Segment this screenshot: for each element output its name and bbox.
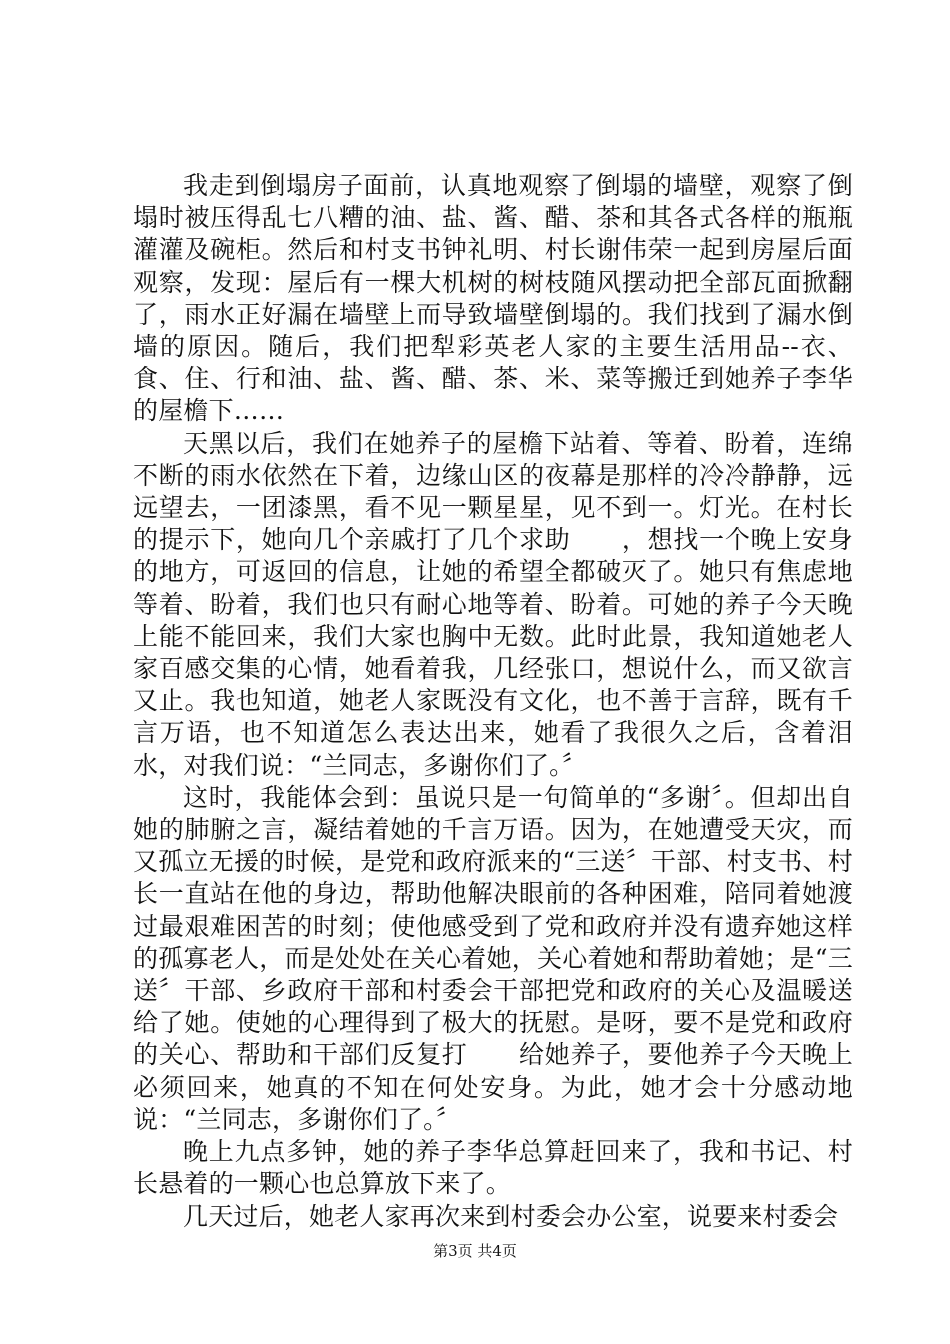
paragraph-2: 天黑以后，我们在她养子的屋檐下站着、等着、盼着，连绵不断的雨水依然在下着，边缘山区的夜幕是那样的冷冷静静，远远望去，一团漆黑，看不见一颗星星，见不到一。灯光。在村长的提示下，她向几个亲戚打了几个求助 ，想找一个晚上安身的地方，可返回的信息，让她的希望全都破灭了。她只有焦虑地等着、盼着，我们也只有耐心地等着、盼着。可她的养子今天晚上能不能回来，我们大家也胸中无数。此时此景，我知道她老人家百感交集的心情，她看着我，几经张口，想说什么，而又欲言又止。我也知道，她老人家既没有文化，也不善于言辞，既有千言万语，也不知道怎么表达出来，她看了我很久之后，含着泪水，对我们说：“兰同志，多谢你们了。〞	[133, 428, 853, 780]
paragraph-3: 这时，我能体会到：虽说只是一句简单的“多谢〞。但却出自她的肺腑之言，凝结着她的千言万语。因为，在她遭受天灾，而又孤立无援的时候，是党和政府派来的“三送〞干部、村支书、村长一直站在他的身边，帮助他解决眼前的各种困难，陪同着她渡过最艰难困苦的时刻；使他感受到了党和政府并没有遗弃她这样的孤寡老人，而是处处在关心着她，关心着她和帮助着她；是“三送〞干部、乡政府干部和村委会干部把党和政府的关心及温暖送给了她。使她的心理得到了极大的抚慰。是呀，要不是党和政府的关心、帮助和干部们反复打 给她养子，要他养子今天晚上必须回来，她真的不知在何处安身。为此，她才会十分感动地说：“兰同志，多谢你们了。〞	[133, 782, 853, 1134]
body-text	[133, 170, 853, 1233]
paragraph-5: 几天过后，她老人家再次来到村委会办公室，说要来村委会	[183, 1201, 839, 1231]
page-footer: 第3页 共4页	[433, 1242, 517, 1260]
paragraph-1: 我走到倒塌房子面前，认真地观察了倒塌的墙壁，观察了倒塌时被压得乱七八糟的油、盐、酱、醋、茶和其各式各样的瓶瓶灌灌及碗柜。然后和村支书钟礼明、村长谢伟荣一起到房屋后面观察，发现：屋后有一棵大机树的树枝随风摆动把全部瓦面掀翻了，雨水正好漏在墙壁上而导致墙壁倒塌的。我们找到了漏水倒墙的原因。随后，我们把犁彩英老人家的主要生活用品--衣、食、住、行和油、盐、酱、醋、茶、米、菜等搬迁到她养子李华的屋檐下……	[133, 171, 853, 426]
paragraph-4: 晚上九点多钟，她的养子李华总算赶回来了，我和书记、村长悬着的一颗心也总算放下来了。	[133, 1137, 853, 1199]
